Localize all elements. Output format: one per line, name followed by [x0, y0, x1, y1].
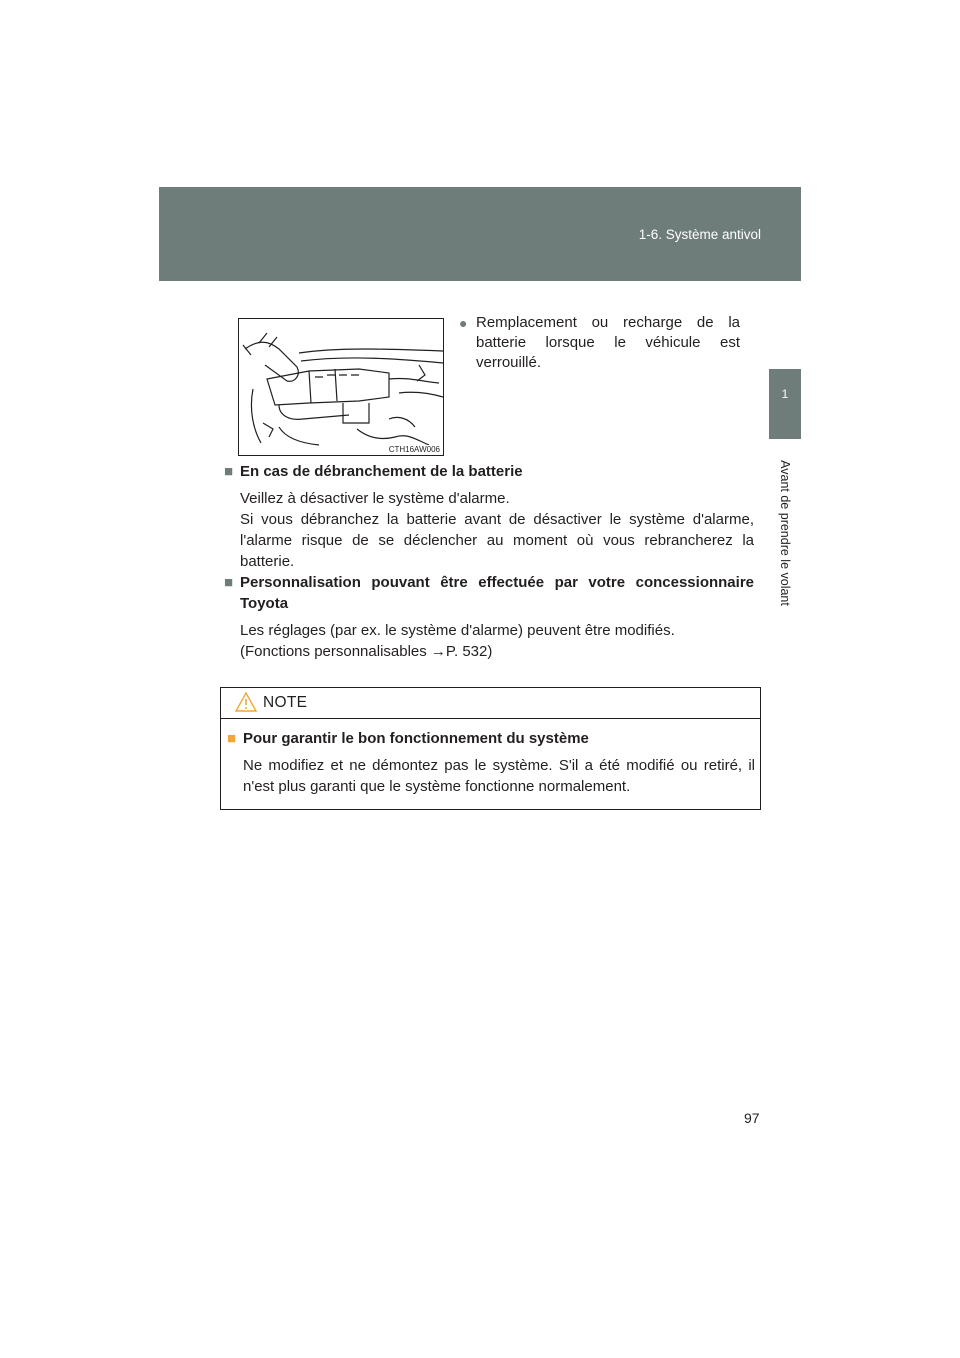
- section-title: 1-6. Système antivol: [638, 227, 761, 242]
- note-header: [221, 688, 760, 719]
- figure-code: CTH16AW006: [388, 445, 440, 454]
- section-battery-disconnect: [224, 461, 754, 572]
- chapter-caption: Avant de prendre le volant: [778, 460, 792, 606]
- note-heading: Pour garantir le bon fonctionnement du système: [243, 730, 589, 747]
- section-line: Les réglages (par ex. le système d'alarme) peuvent être modifiés.: [240, 622, 675, 639]
- note-body: [224, 728, 755, 797]
- note-text: Ne modifiez et ne démontez pas le système. S'il a été modifié ou retiré, il n'est plus garanti que le système fonctionne normalement.: [243, 757, 755, 795]
- section-heading: Personnalisation pouvant être effectuée par votre concessionnaire Toyota: [240, 574, 754, 612]
- note-square-bullet-icon: ■: [227, 730, 237, 747]
- warning-icon: [235, 692, 257, 712]
- chapter-tab: [769, 369, 801, 439]
- note-title: NOTE: [263, 694, 308, 711]
- page-number: 97: [744, 1110, 760, 1126]
- note-box: [220, 687, 761, 810]
- square-bullet-icon: ■: [224, 463, 234, 480]
- bullet-text: Remplacement ou recharge de la batterie lorsque le véhicule est verrouillé.: [476, 314, 740, 371]
- section-customization: [224, 572, 754, 662]
- section-line: Si vous débranchez la batterie avant de désactiver le système d'alarme, l'alarme risque de se déclencher au moment où vous rebrancherez la batterie.: [240, 511, 754, 570]
- section-body: [224, 620, 754, 662]
- section-line: (Fonctions personnalisables →P. 532): [240, 643, 493, 660]
- square-bullet-icon: ■: [224, 574, 234, 591]
- bullet-item: [459, 313, 740, 373]
- battery-illustration: [238, 318, 444, 456]
- section-line: Veillez à désactiver le système d'alarme.: [240, 490, 510, 507]
- section-body: [224, 488, 754, 572]
- bullet-dot-icon: ●: [459, 315, 468, 331]
- section-heading: En cas de débranchement de la batterie: [240, 463, 523, 480]
- header-band: [159, 187, 801, 281]
- battery-drawing: [239, 319, 444, 456]
- chapter-number: 1: [781, 387, 789, 401]
